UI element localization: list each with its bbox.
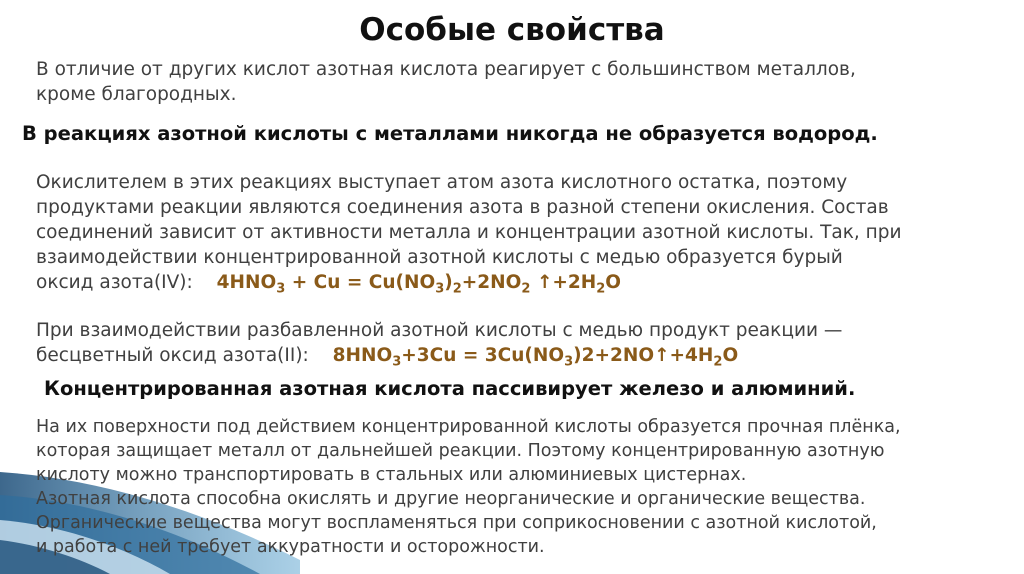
headline-no-hydrogen: В реакциях азотной кислоты с металлами никогда не образуется водород. xyxy=(22,122,878,145)
para1-line-5-text: оксид азота(IV): xyxy=(36,272,193,293)
para3-line-5: Органические вещества могут воспламеняться при соприкосновении с азотной кислотой, xyxy=(36,513,877,533)
para3-line-3: кислоту можно транспортировать в стальных или алюминиевых цистернах. xyxy=(36,465,747,485)
para2-line-1: При взаимодействии разбавленной азотной кислоты с медью продукт реакции — xyxy=(36,320,843,341)
para2-line-2 xyxy=(36,343,738,375)
para3-line-4: Азотная кислота способна окислять и другие неорганические и органические вещества. xyxy=(36,489,866,509)
intro-line-2: кроме благородных. xyxy=(36,84,237,105)
para1-line-1: Окислителем в этих реакциях выступает атом азота кислотного остатка, поэтому xyxy=(36,172,848,193)
para1-line-2: продуктами реакции являются соединения азота в разной степени окисления. Состав xyxy=(36,197,889,218)
para3-line-1: На их поверхности под действием концентрированной кислоты образуется прочная плёнка, xyxy=(36,417,901,437)
para1-line-4: взаимодействии концентрированной азотной кислоты с медью образуется бурый xyxy=(36,247,843,268)
headline-passivation: Концентрированная азотная кислота пассивирует железо и алюминий. xyxy=(44,377,856,400)
para2-line-2-text: бесцветный оксид азота(II): xyxy=(36,345,309,366)
equation-dilute: $8HNO_3+3Cu$ = $3Cu(NO_3)2+2NO↑+4H_2O$ xyxy=(332,345,739,370)
para1-line-3: соединений зависит от активности металла и концентрации азотной кислоты. Так, при xyxy=(36,222,902,243)
para3-line-6: и работа с ней требует аккуратности и осторожности. xyxy=(36,537,545,557)
para3-line-2: которая защищает металл от дальнейшей реакции. Поэтому концентрированную азотную xyxy=(36,441,885,461)
intro-line-1: В отличие от других кислот азотная кислота реагирует с большинством металлов, xyxy=(36,59,856,80)
para1-line-5 xyxy=(36,270,621,302)
slide-title: Особые свойства xyxy=(359,12,665,48)
equation-concentrated: $4HNO_3 + Cu = Cu(NO_3)_2+2NO_2$ $↑+2H_2O$ xyxy=(216,272,621,297)
